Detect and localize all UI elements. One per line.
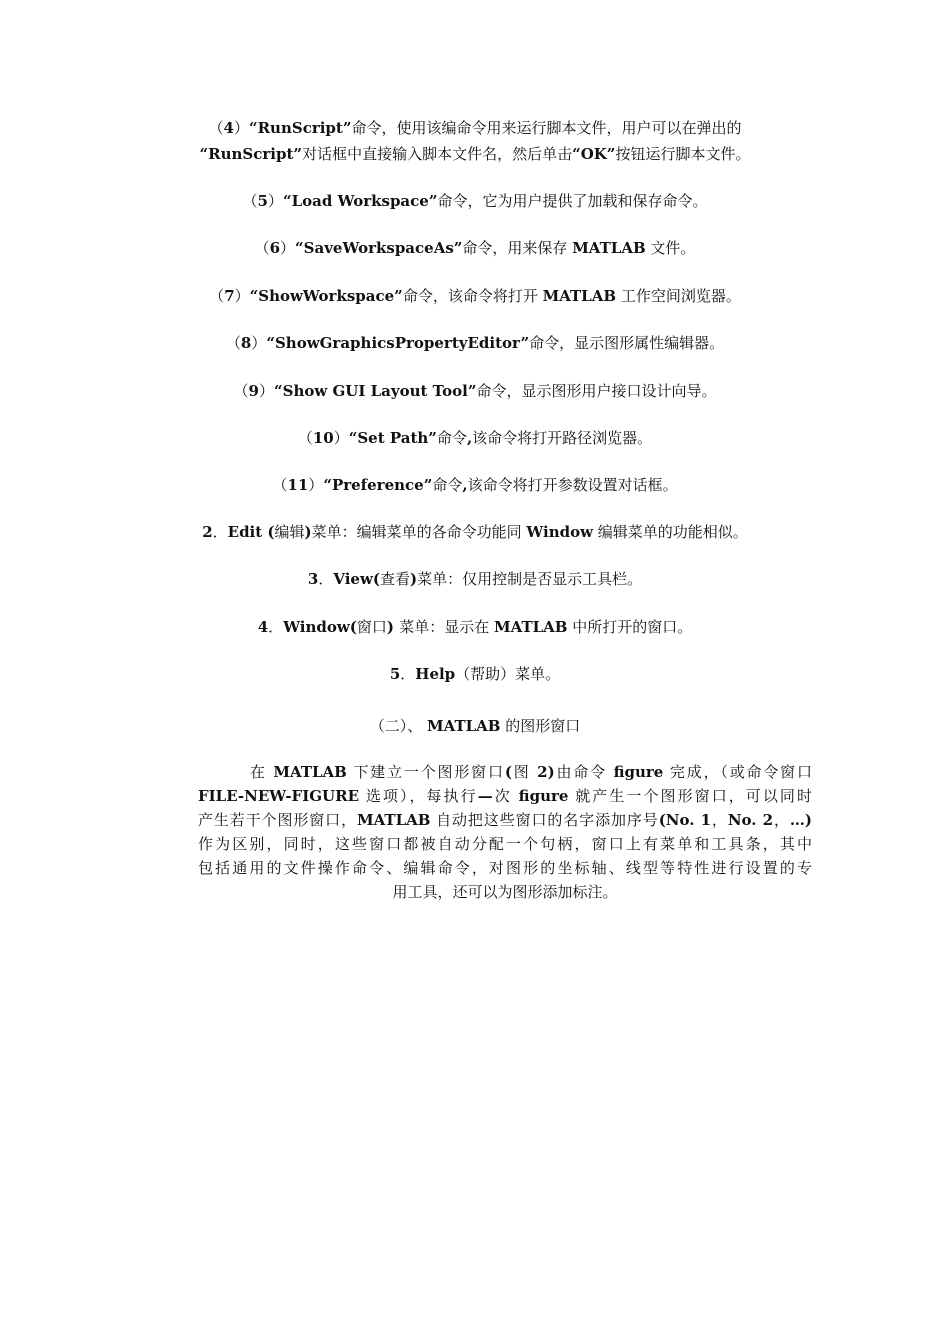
text-run: ， xyxy=(711,811,728,829)
text-run: , xyxy=(462,476,468,494)
figure-window-paragraph xyxy=(198,760,812,904)
text-run: No. 2 xyxy=(727,811,774,829)
text-run: 在 xyxy=(250,763,274,781)
text-run: 命令，显示图形属性编辑器。 xyxy=(529,334,725,352)
text-run: ） xyxy=(333,429,349,447)
text-run: …) xyxy=(789,811,812,829)
item-line xyxy=(150,522,800,542)
text-run: “ShowWorkspace” xyxy=(249,287,403,305)
text-run: 包括通用的文件操作命令、编辑命令，对图形的坐标轴、线型等特性进行设置的专 xyxy=(198,859,812,877)
item-line xyxy=(150,428,800,448)
text-run: 自动把这些窗口的名字添加序号 xyxy=(430,811,659,829)
text-run: figure xyxy=(518,787,569,805)
text-run: 选项），每执行 xyxy=(359,787,478,805)
text-run: “ShowGraphicsPropertyEditor” xyxy=(266,334,530,352)
text-run: 5 xyxy=(389,665,401,683)
text-run: “OK” xyxy=(572,145,616,163)
text-run: “Preference” xyxy=(323,476,433,494)
item-line xyxy=(150,191,800,211)
text-run: 编辑菜单的功能相似。 xyxy=(593,523,748,541)
text-run: ) xyxy=(409,570,418,588)
text-run: 命令，使用该编命令用来运行脚本文件，用户可以在弹出的 xyxy=(351,119,742,137)
text-run: 作为区别，同时，这些窗口都被自动分配一个句柄，窗口上有菜单和工具条，其中 xyxy=(198,835,812,853)
text-run: Window xyxy=(526,523,594,541)
text-run: 命令 xyxy=(432,476,463,494)
text-run: ） xyxy=(234,287,250,305)
item-line xyxy=(150,617,800,637)
paragraph-line xyxy=(198,832,812,856)
text-run: 中所打开的窗口。 xyxy=(567,618,693,636)
text-run: （ xyxy=(225,334,241,352)
item-line xyxy=(150,144,800,164)
item-line xyxy=(150,118,800,138)
text-run: ） xyxy=(267,192,283,210)
text-run: 用工具，还可以为图形添加标注。 xyxy=(392,883,618,901)
text-run: Help xyxy=(415,665,456,683)
text-run: 10 xyxy=(312,429,334,447)
text-run: 工作空间浏览器。 xyxy=(616,287,741,305)
text-run: ． xyxy=(212,523,228,541)
text-run: 的图形窗口 xyxy=(500,717,581,735)
paragraph-line xyxy=(198,808,812,832)
item-line xyxy=(150,238,800,258)
text-run: MATLAB xyxy=(356,811,431,829)
text-run: ） xyxy=(251,334,267,352)
paragraph-line xyxy=(198,856,812,880)
text-run: ， xyxy=(773,811,790,829)
text-run: — xyxy=(477,787,493,805)
text-run: 下建立一个图形窗口 xyxy=(346,763,505,781)
text-run: 编辑 xyxy=(274,523,305,541)
text-run: ） xyxy=(280,239,296,257)
item-line xyxy=(150,333,800,353)
paragraph-line xyxy=(198,760,812,784)
text-run: ． xyxy=(268,618,284,636)
text-run: 完成，（或命令窗口 xyxy=(663,763,812,781)
text-run: 3 xyxy=(307,570,319,588)
text-run: 命令，该命令将打开 xyxy=(402,287,543,305)
text-run: 4 xyxy=(257,618,269,636)
text-run: “Show GUI Layout Tool” xyxy=(273,382,477,400)
text-run: 图 xyxy=(511,763,538,781)
text-run: 就产生一个图形窗口，可以同时 xyxy=(568,787,812,805)
text-run: 6 xyxy=(269,239,280,257)
text-run: 5 xyxy=(257,192,268,210)
text-run: (No. 1 xyxy=(658,811,712,829)
text-run: ． xyxy=(400,665,416,683)
text-run: FILE-NEW-FIGURE xyxy=(198,787,360,805)
item-line xyxy=(150,664,800,684)
item-line xyxy=(150,286,800,306)
text-run: MATLAB xyxy=(572,239,646,257)
text-run: “RunScript” xyxy=(199,145,303,163)
text-run: “Set Path” xyxy=(348,429,437,447)
text-run: 9 xyxy=(248,382,259,400)
text-run: 命令 xyxy=(436,429,467,447)
text-run: 7 xyxy=(224,287,235,305)
text-run: figure xyxy=(613,763,664,781)
text-run: “SaveWorkspaceAs” xyxy=(295,239,463,257)
text-run: ( xyxy=(504,763,512,781)
text-run: ） xyxy=(233,119,249,137)
text-run: 命令，它为用户提供了加载和保存命令。 xyxy=(437,192,708,210)
item-line xyxy=(150,475,800,495)
text-run: ． xyxy=(318,570,334,588)
text-run: 该命令将打开参数设置对话框。 xyxy=(467,476,678,494)
text-run: 窗口 xyxy=(356,618,387,636)
item-line xyxy=(150,381,800,401)
text-run: 命令，用来保存 xyxy=(462,239,573,257)
text-run: 2) xyxy=(537,763,555,781)
text-run: MATLAB xyxy=(273,763,347,781)
text-run: 命令，显示图形用户接口设计向导。 xyxy=(476,382,717,400)
text-run: （ xyxy=(272,476,288,494)
text-run: 产生若干个图形窗口， xyxy=(198,811,357,829)
text-run: ) xyxy=(304,523,312,541)
text-run: 菜单：编辑菜单的各命令功能同 xyxy=(311,523,527,541)
text-run: 菜单：仅用控制是否显示工具栏。 xyxy=(417,570,643,588)
text-run: 对话框中直接输入脚本文件名，然后单击 xyxy=(302,145,573,163)
text-run: （ xyxy=(242,192,258,210)
text-run: Window( xyxy=(283,618,357,636)
text-run: （ xyxy=(233,382,249,400)
text-run: ） xyxy=(258,382,274,400)
text-run: 按钮运行脚本文件。 xyxy=(615,145,751,163)
paragraph-line xyxy=(198,784,812,808)
text-run: （二）、 xyxy=(369,717,428,735)
text-run: （ xyxy=(297,429,313,447)
text-run: MATLAB xyxy=(427,717,501,735)
text-run: （ xyxy=(254,239,270,257)
text-run: MATLAB xyxy=(494,618,568,636)
text-run: MATLAB xyxy=(542,287,617,305)
text-run: （帮助）菜单。 xyxy=(455,665,561,683)
text-run: 该命令将打开路径浏览器。 xyxy=(472,429,653,447)
text-run: 11 xyxy=(287,476,309,494)
text-run: ） xyxy=(308,476,324,494)
text-run: Edit ( xyxy=(227,523,275,541)
item-line xyxy=(150,716,800,736)
paragraph-line xyxy=(198,880,812,904)
text-run: 文件。 xyxy=(645,239,696,257)
text-run: View( xyxy=(333,570,380,588)
text-run: “Load Workspace” xyxy=(282,192,438,210)
text-run: 菜单：显示在 xyxy=(399,618,495,636)
text-run: 由命令 xyxy=(554,763,614,781)
text-run: ) xyxy=(386,618,400,636)
item-line xyxy=(150,569,800,589)
text-run: , xyxy=(466,429,473,447)
text-run: “RunScript” xyxy=(248,119,352,137)
text-run: （ xyxy=(208,119,224,137)
text-run: 2 xyxy=(202,523,213,541)
text-run: 4 xyxy=(223,119,234,137)
text-run: 查看 xyxy=(379,570,410,588)
text-run: 8 xyxy=(240,334,252,352)
text-run: 次 xyxy=(492,787,519,805)
text-run: （ xyxy=(209,287,225,305)
